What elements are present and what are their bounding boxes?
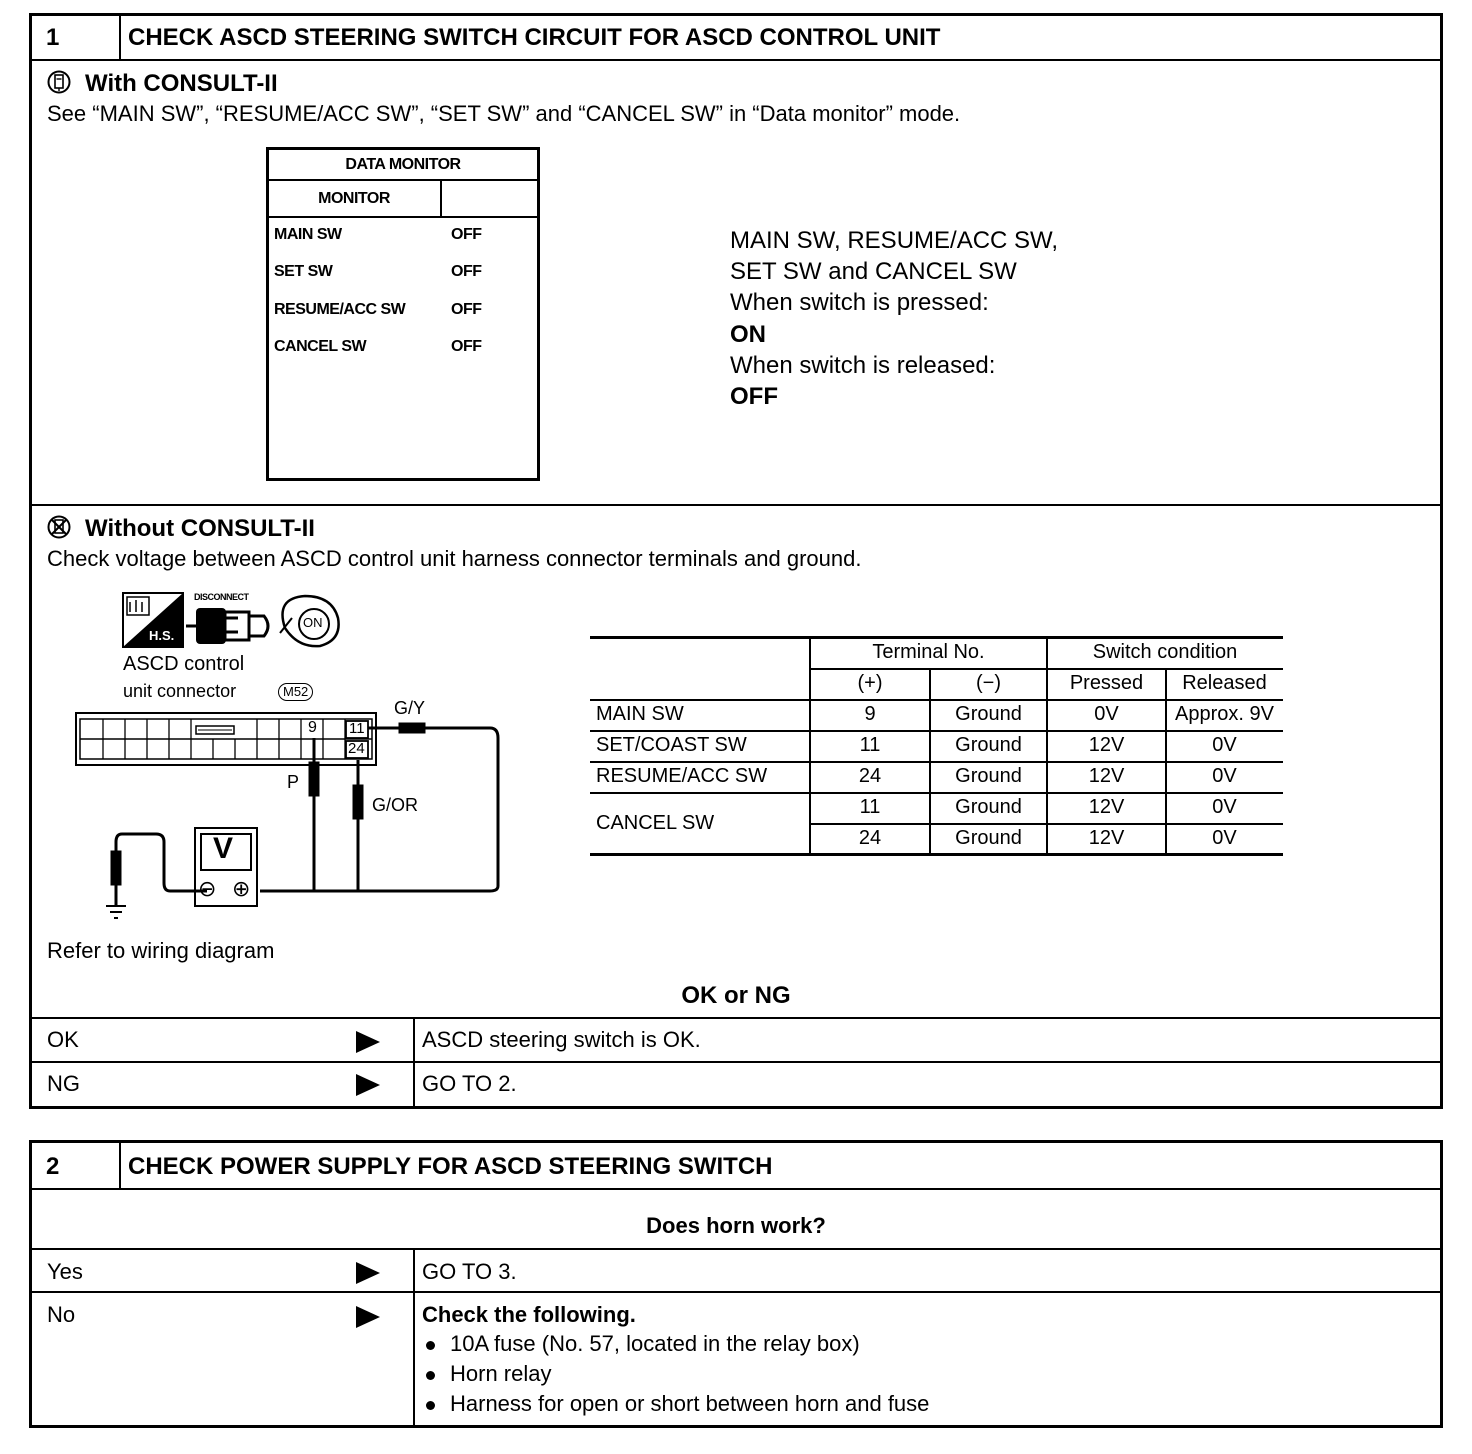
- data-monitor-row-value: OFF: [451, 338, 482, 355]
- check-item: Horn relay: [422, 1359, 929, 1389]
- data-monitor-row-label: MAIN SW: [274, 226, 342, 243]
- step2-header-divider: [31, 1188, 1441, 1190]
- table-rule: [590, 761, 1283, 763]
- step2-question: Does horn work?: [646, 1213, 826, 1238]
- pin-24: 24: [348, 740, 365, 757]
- pin-9: 9: [308, 719, 317, 736]
- hs-badge-label: H.S.: [149, 628, 175, 643]
- table-cell-plus: 24: [858, 765, 882, 787]
- no-consult-icon: [47, 515, 71, 539]
- probe-gor: [354, 760, 362, 891]
- data-monitor-header-divider: [268, 216, 538, 218]
- answer-yes-label: Yes: [47, 1259, 83, 1284]
- table-rule: [590, 699, 1283, 701]
- data-monitor-col-divider: [440, 180, 442, 216]
- check-list: [422, 1329, 929, 1419]
- table-cell-plus: 24: [858, 827, 882, 849]
- voltmeter-positive: ⊕: [232, 876, 251, 901]
- step1-title: CHECK ASCD STEERING SWITCH CIRCUIT FOR ASCD CONTROL UNIT: [128, 24, 941, 51]
- data-monitor-row-label: RESUME/ACC SW: [274, 301, 406, 318]
- spec-line-4: ON: [730, 321, 766, 348]
- arrow-right-icon: [356, 1074, 380, 1096]
- arrow-right-icon: [356, 1262, 380, 1284]
- with-consult-heading: With CONSULT-II: [85, 70, 278, 97]
- with-consult-instruction: See “MAIN SW”, “RESUME/ACC SW”, “SET SW” and “CANCEL SW” in “Data monitor” mode.: [47, 101, 961, 126]
- data-monitor-title-divider: [268, 179, 538, 181]
- table-row-name: MAIN SW: [596, 703, 684, 725]
- table-cell-released: Approx. 9V: [1175, 703, 1274, 725]
- wire-gor-label: G/OR: [372, 795, 419, 815]
- table-rule: [590, 792, 1283, 794]
- table-rule: [590, 730, 1283, 732]
- header-switch-condition: Switch condition: [1092, 641, 1238, 663]
- section-divider: [31, 504, 1441, 506]
- connector-label-2: unit connector: [123, 681, 237, 701]
- table-cell-minus: Ground: [955, 734, 1022, 756]
- results-divider: [31, 1017, 1441, 1019]
- without-consult-instruction: Check voltage between ASCD control unit harness connector terminals and ground.: [47, 546, 862, 571]
- table-cell-minus: Ground: [955, 765, 1022, 787]
- table-rule: [590, 853, 1283, 856]
- results-divider: [31, 1061, 1441, 1063]
- table-cell-minus: Ground: [955, 796, 1022, 818]
- spec-line-3: When switch is pressed:: [730, 289, 989, 316]
- step2-number: 2: [46, 1153, 60, 1180]
- table-row-name: CANCEL SW: [596, 812, 715, 834]
- arrow-right-icon: [356, 1306, 380, 1328]
- connector-id-badge: M52: [278, 683, 313, 701]
- table-cell-pressed: 12V: [1088, 827, 1125, 849]
- spec-line-6: OFF: [730, 383, 778, 410]
- spec-line-5: When switch is released:: [730, 352, 996, 379]
- step1-number: 1: [46, 24, 60, 51]
- result-ok-action: ASCD steering switch is OK.: [422, 1027, 701, 1052]
- step2-number-divider: [119, 1142, 121, 1188]
- disconnect-connector-icon: [186, 608, 268, 644]
- step1-number-divider: [119, 15, 121, 59]
- result-ng-action: GO TO 2.: [422, 1071, 517, 1096]
- table-cell-released: 0V: [1212, 765, 1237, 787]
- disconnect-label: DISCONNECT: [194, 592, 249, 602]
- answer-no-label: No: [47, 1302, 76, 1327]
- data-monitor-row-value: OFF: [451, 263, 482, 280]
- table-cell-plus: 11: [859, 796, 881, 818]
- table-cell-plus: 9: [864, 703, 876, 725]
- ground-lead: [106, 834, 207, 918]
- without-consult-heading: Without CONSULT-II: [85, 515, 315, 542]
- table-cell-pressed: 12V: [1088, 765, 1125, 787]
- table-rule: [590, 636, 1283, 639]
- table-cell-released: 0V: [1212, 796, 1237, 818]
- subheader-plus: (+): [857, 672, 883, 694]
- arrow-right-icon: [356, 1031, 380, 1053]
- result-ng-label: NG: [47, 1071, 80, 1096]
- wiring-diagram: [70, 588, 520, 928]
- step2-answers-divider: [31, 1248, 1441, 1250]
- step2-title: CHECK POWER SUPPLY FOR ASCD STEERING SWITCH: [128, 1153, 773, 1180]
- step2-answers-col-divider: [413, 1249, 415, 1426]
- subheader-released: Released: [1182, 672, 1267, 694]
- table-row-name: RESUME/ACC SW: [596, 765, 768, 787]
- table-row-name: SET/COAST SW: [596, 734, 747, 756]
- spec-line-2: SET SW and CANCEL SW: [730, 258, 1017, 285]
- data-monitor-row-label: SET SW: [274, 263, 333, 280]
- data-monitor-column-header: MONITOR: [318, 190, 390, 207]
- table-cell-plus: 11: [859, 734, 881, 756]
- step2-answers-divider: [31, 1291, 1441, 1293]
- spec-line-1: MAIN SW, RESUME/ACC SW,: [730, 227, 1059, 254]
- wire-p-label: P: [287, 772, 300, 792]
- pin-11: 11: [349, 720, 365, 737]
- data-monitor-row-value: OFF: [451, 226, 482, 243]
- table-cell-pressed: 0V: [1094, 703, 1119, 725]
- subheader-pressed: Pressed: [1069, 672, 1144, 694]
- table-cell-minus: Ground: [955, 703, 1022, 725]
- consult-scan-tool-icon: [47, 70, 71, 94]
- table-cell-released: 0V: [1212, 734, 1237, 756]
- result-ok-label: OK: [47, 1027, 79, 1052]
- check-item: 10A fuse (No. 57, located in the relay box): [422, 1329, 929, 1359]
- wiring-diagram-reference: Refer to wiring diagram: [47, 938, 275, 963]
- ignition-on-label: ON: [303, 615, 323, 630]
- table-cell-minus: Ground: [955, 827, 1022, 849]
- header-terminal-no: Terminal No.: [872, 641, 985, 663]
- table-cell-released: 0V: [1212, 827, 1237, 849]
- subheader-minus: (−): [976, 672, 1001, 694]
- table-cell-pressed: 12V: [1088, 796, 1125, 818]
- step1-header-divider: [31, 59, 1441, 61]
- data-monitor-row-label: CANCEL SW: [274, 338, 367, 355]
- answer-no-heading: Check the following.: [422, 1302, 636, 1327]
- results-col-divider: [413, 1018, 415, 1106]
- answer-yes-action: GO TO 3.: [422, 1259, 517, 1284]
- step1-question: OK or NG: [681, 982, 791, 1009]
- data-monitor-row-value: OFF: [451, 301, 482, 318]
- check-item: Harness for open or short between horn and fuse: [422, 1389, 929, 1419]
- voltmeter-label: V: [213, 832, 234, 865]
- ascd-control-unit-connector: [76, 713, 376, 765]
- table-cell-pressed: 12V: [1088, 734, 1125, 756]
- connector-label-1: ASCD control: [123, 653, 245, 675]
- voltmeter-negative: ⊖: [198, 876, 217, 901]
- data-monitor-title: DATA MONITOR: [345, 156, 461, 173]
- wire-gy-label: G/Y: [394, 698, 426, 718]
